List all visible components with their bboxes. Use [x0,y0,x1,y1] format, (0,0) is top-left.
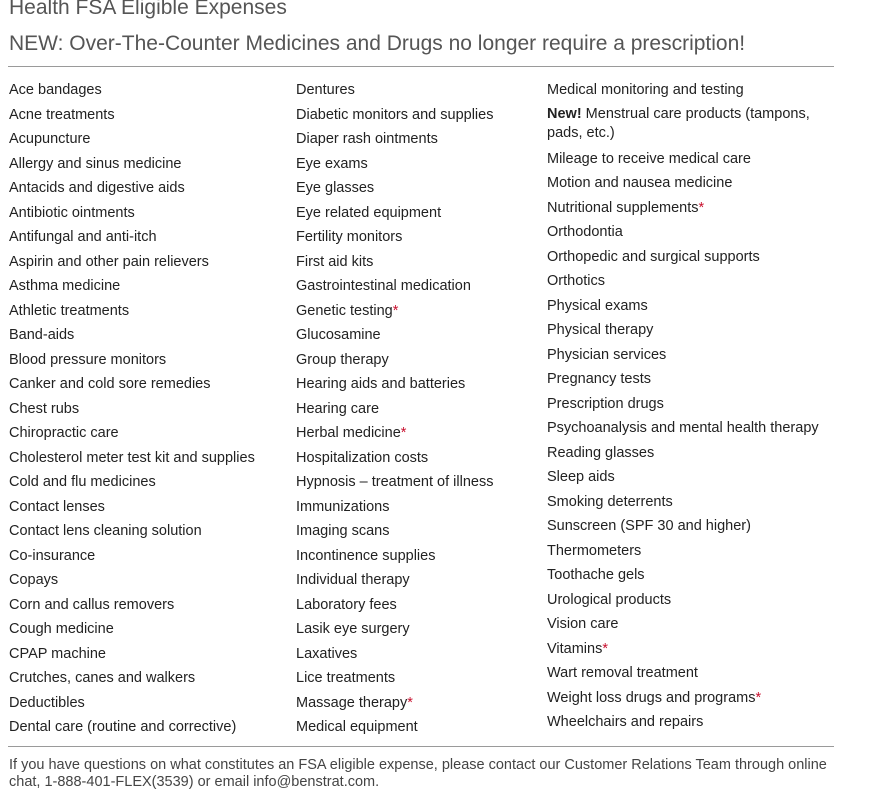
asterisk-mark: * [400,425,407,441]
expense-label: Toothache gels [547,567,645,583]
expense-label: Diabetic monitors and supplies [296,106,494,123]
expense-item [9,715,289,740]
expense-label: Acupuncture [9,131,91,147]
expense-label: Hospitalization costs [296,449,429,466]
expense-item [547,710,837,735]
expense-label: Cholesterol meter test kit and supplies [9,449,255,466]
expense-label: Lasik eye surgery [296,621,410,637]
expense-item [9,372,289,397]
expense-label: Imaging scans [296,523,390,539]
expense-item [9,152,289,177]
expense-item [547,465,837,490]
expense-item [9,519,289,544]
expense-item [547,78,837,103]
asterisk-mark: * [602,640,608,657]
expense-item [296,519,541,544]
expense-label: Hypnosis – treatment of illness [296,474,494,490]
expense-item [547,343,837,368]
expense-label: Orthopedic and surgical supports [547,248,760,265]
expense-item [296,642,541,667]
expense-item [547,269,837,294]
expense-item [547,103,837,147]
expense-label: Medical monitoring and testing [547,82,744,98]
expense-item [547,147,837,172]
expense-label: Orthotics [547,273,606,289]
expense-item [9,78,289,103]
expense-column-2 [296,78,541,740]
expense-item [296,201,541,226]
expense-item [296,78,541,103]
expense-label: Eye glasses [296,180,375,196]
expense-label: Allergy and sinus medicine [9,155,182,172]
expense-label: Asthma medicine [9,278,121,294]
expense-item [547,514,837,539]
expense-label: Physical therapy [547,322,654,338]
asterisk-mark: * [407,694,413,711]
expense-item [296,715,541,740]
expense-item [547,588,837,613]
expense-label: Contact lenses [9,498,105,515]
expense-item [547,392,837,417]
expense-item [547,612,837,637]
expense-item [9,250,289,275]
expense-item [9,201,289,226]
expense-label: First aid kits [296,253,374,270]
expense-label: Massage therapy [296,694,408,711]
expense-label: Motion and nausea medicine [547,175,733,191]
expense-item [9,617,289,642]
asterisk-mark: * [755,689,762,706]
expense-label: Genetic testing [296,302,393,319]
expense-label: Smoking deterrents [547,493,673,510]
expense-item [9,666,289,691]
expense-label: Canker and cold sore remedies [9,376,211,392]
expense-item [296,225,541,250]
expense-label: Psychoanalysis and mental health therapy [547,420,819,436]
expense-label: Individual therapy [296,572,410,588]
expense-item [9,323,289,348]
expense-label: Acne treatments [9,106,115,123]
expense-item [9,495,289,520]
expense-label: Gastrointestinal medication [296,278,471,294]
expense-label: Eye related equipment [296,204,442,221]
expense-label: Incontinence supplies [296,547,436,564]
expense-label: Mileage to receive medical care [547,150,751,167]
expense-item [9,103,289,128]
expense-item [547,171,837,196]
expense-item [9,225,289,250]
expense-item [9,691,289,716]
expense-item [296,103,541,128]
expense-item [296,299,541,324]
expense-label: Vitamins [547,640,603,657]
expense-label: Dental care (routine and corrective) [9,719,237,735]
expense-item [547,367,837,392]
expense-item [296,691,541,716]
asterisk-mark: * [392,302,399,319]
expense-label: Reading glasses [547,444,655,461]
expense-label: Immunizations [296,498,390,515]
asterisk-mark: * [698,199,705,216]
expense-item [9,568,289,593]
expense-label: Weight loss drugs and programs [547,689,756,706]
expense-item [547,441,837,466]
expense-label: Orthodontia [547,224,623,240]
expense-label: Eye exams [296,155,368,172]
expense-item [296,470,541,495]
expense-item [547,196,837,221]
new-badge: New! [547,105,582,122]
expense-label: Wheelchairs and repairs [547,714,704,730]
expense-label: Chiropractic care [9,425,119,441]
expense-item [296,274,541,299]
expense-label: Fertility monitors [296,229,403,245]
expense-item [547,294,837,319]
expense-item [9,127,289,152]
expense-label: Dentures [296,82,355,98]
expense-item [296,397,541,422]
expense-item [547,637,837,662]
expense-label: Blood pressure monitors [9,351,167,368]
expense-item [9,593,289,618]
expense-label: Menstrual care products (tampons, pads, etc.) [547,105,810,141]
expense-label: Thermometers [547,542,642,559]
expense-label: Wart removal treatment [547,665,698,681]
expense-label: Nutritional supplements [547,199,699,216]
expense-label: Physician services [547,346,667,363]
expense-item [9,299,289,324]
expense-item [296,544,541,569]
expense-label: Vision care [547,616,619,632]
expense-item [296,495,541,520]
expense-item [296,666,541,691]
expense-label: Cough medicine [9,621,114,637]
expense-item [296,568,541,593]
bottom-divider [8,746,834,747]
expense-column-3 [547,78,837,735]
expense-label: Medical equipment [296,719,418,735]
expense-label: Prescription drugs [547,395,664,412]
expense-item [9,446,289,471]
expense-label: CPAP machine [9,645,106,662]
expense-item [296,593,541,618]
expense-label: Laboratory fees [296,596,397,613]
expense-item [296,250,541,275]
expense-item [9,176,289,201]
page-subtitle: NEW: Over-The-Counter Medicines and Drugs no longer require a prescription! [9,32,746,55]
expense-item [9,397,289,422]
expense-item [547,661,837,686]
expense-label: Co-insurance [9,547,96,564]
expense-item [547,416,837,441]
expense-label: Lice treatments [296,670,396,686]
expense-label: Group therapy [296,351,389,368]
expense-label: Athletic treatments [9,302,130,319]
expense-item [296,617,541,642]
expense-item [547,490,837,515]
expense-label: Copays [9,572,59,588]
expense-label: Corn and callus removers [9,596,175,613]
expense-label: Band-aids [9,327,75,343]
expense-label: Physical exams [547,297,648,314]
expense-item [9,642,289,667]
expense-label: Hearing aids and batteries [296,376,466,392]
expense-item [547,686,837,711]
expense-item [9,348,289,373]
expense-label: Crutches, canes and walkers [9,670,196,686]
expense-label: Contact lens cleaning solution [9,523,202,539]
expense-item [296,176,541,201]
expense-label: Diaper rash ointments [296,131,438,147]
expense-item [547,245,837,270]
expense-label: Antacids and digestive aids [9,180,185,196]
expense-item [296,152,541,177]
expense-label: Deductibles [9,694,85,711]
expense-item [547,220,837,245]
expense-item [296,127,541,152]
expense-item [9,421,289,446]
expense-label: Chest rubs [9,400,80,417]
expense-item [547,539,837,564]
expense-label: Glucosamine [296,327,381,343]
expense-item [9,274,289,299]
expense-item [296,446,541,471]
expense-label: Antifungal and anti-itch [9,229,157,245]
expense-label: Sleep aids [547,469,615,485]
expense-label: Herbal medicine [296,425,401,441]
expense-label: Cold and flu medicines [9,474,156,490]
expense-label: Ace bandages [9,82,102,98]
expense-item [9,544,289,569]
expense-item [9,470,289,495]
expense-item [547,318,837,343]
expense-item [547,563,837,588]
expense-column-1 [9,78,289,740]
expense-item [296,372,541,397]
expense-label: Aspirin and other pain relievers [9,253,209,270]
footer-contact-note: If you have questions on what constitutes an FSA eligible expense, please contact our Customer Relations Team through online chat, 1-888-401-FLEX(3539) or email info@benstrat.com. [9,757,827,790]
expense-item [296,348,541,373]
expense-label: Urological products [547,591,672,608]
expense-label: Hearing care [296,400,380,417]
expense-label: Antibiotic ointments [9,204,135,221]
expense-label: Pregnancy tests [547,371,651,387]
expense-label: Laxatives [296,645,358,662]
page-title: Health FSA Eligible Expenses [9,0,287,19]
expense-label: Sunscreen (SPF 30 and higher) [547,518,751,534]
expense-item [296,323,541,348]
top-divider [8,66,834,67]
expense-item [296,421,541,446]
